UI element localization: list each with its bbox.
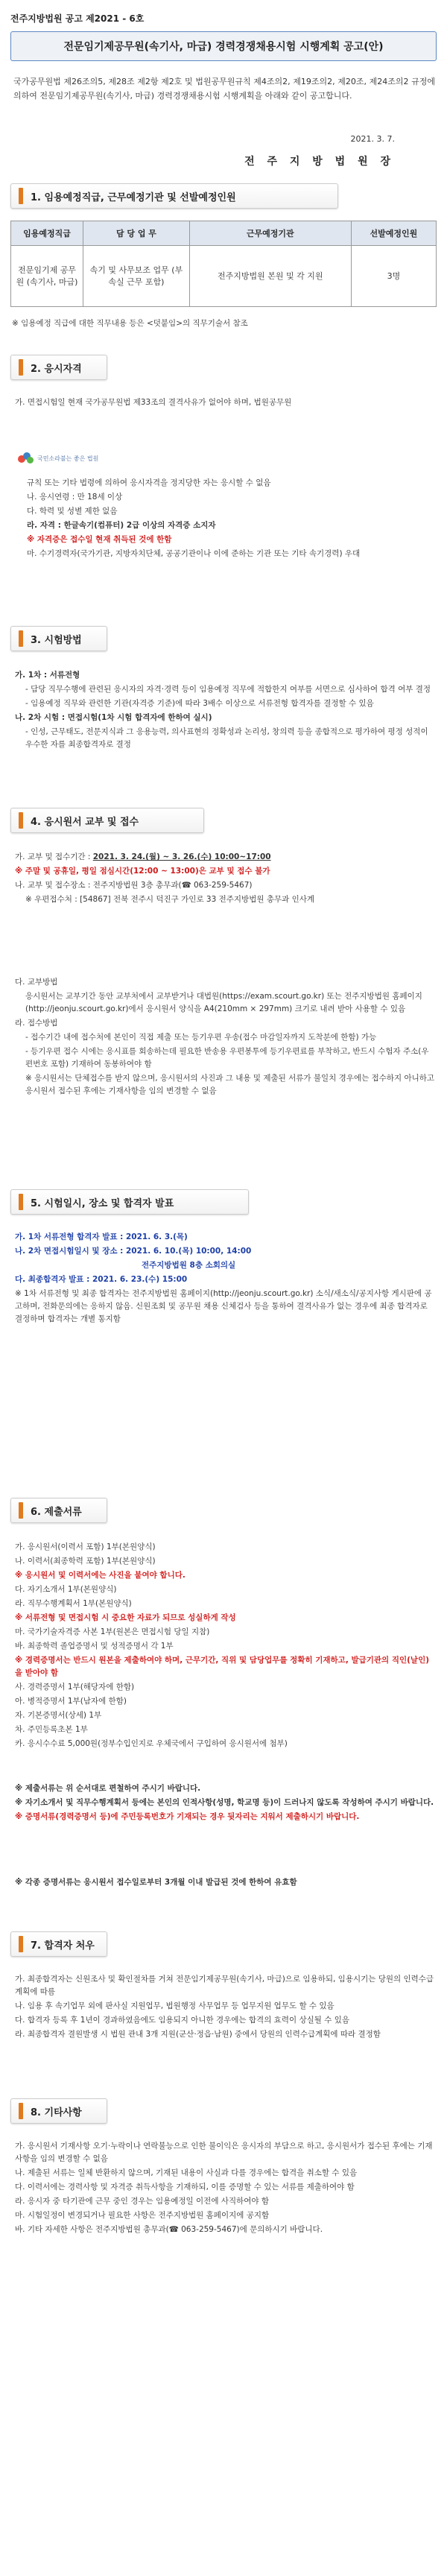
section-bar-icon — [19, 2103, 23, 2119]
section-title: 5. 시험일시, 장소 및 합격자 발표 — [31, 1197, 174, 1209]
s2-item-c: 나. 응시연령 : 만 18세 이상 — [27, 493, 123, 501]
list-item: 자. 기본증명서(상세) 1부 — [15, 1711, 102, 1720]
announcement-date: 2021. 3. 7. — [350, 134, 395, 144]
s5-item-d: ※ 1차 서류전형 및 최종 합격자는 전주지방법원 홈페이지(http://jeonju.scourt.go.kr) 소식/새소식/공지사항 게시판에 공고하며, 전화문의에는 응하지 않음. 신원조회 및 공무원 채용 신체검사 등을 통하여 결격사유가 없는 경우에 최종 합격자로 결정하며 합격자는 개별 통지함 — [15, 1289, 432, 1323]
list-item: ※ 경력증명서는 반드시 원본을 제출하여야 하며, 근무기간, 직위 및 담당업무를 정확히 기재하고, 발급기관의 직인(날인)을 받아야 함 — [15, 1656, 430, 1677]
section-heading-1 — [10, 183, 338, 209]
s5-item-a: 가. 1차 서류전형 합격자 발표 : 2021. 6. 3.(목) — [15, 1232, 188, 1241]
list-item: 라. 직무수행계획서 1부(본원양식) — [15, 1599, 132, 1608]
s8-items — [15, 2140, 435, 2238]
s5-item-c: 다. 최종합격자 발표 : 2021. 6. 23.(수) 15:00 — [15, 1275, 188, 1284]
s4-item-g: 라. 접수방법 — [15, 1019, 58, 1028]
s3-item-b: - 담당 직무수행에 관련된 응시자의 자격·경력 등이 임용예정 직무에 적합한지 여부를 서면으로 심사하여 합격 여부 결정 — [25, 685, 431, 694]
s5-item-b2: 전주지방법원 8층 소회의실 — [142, 1261, 236, 1270]
section-bar-icon — [19, 812, 23, 829]
s4-item-f: 응시원서는 교부기간 동안 교부처에서 교부받거나 대법원(https://exam.scourt.go.kr) 또는 전주지방법원 홈페이지(http://jeonju.scourt.go.kr)에서 응시원서 양식을 A4(210mm × 297mm) 크기로 내려 받아 사용할 수 있음 — [25, 992, 422, 1013]
section-title: 8. 기타사항 — [31, 2107, 82, 2118]
s5-item-b: 나. 2차 면접시험일시 및 장소 : 2021. 6. 10.(목) 10:00, 14:00 — [15, 1247, 252, 1256]
list-item: ※ 서류전형 및 면접시험 시 중요한 자료가 되므로 성실하게 작성 — [15, 1613, 236, 1622]
section-heading-4 — [10, 808, 204, 833]
table-cell: 전문임기제 공무원 (속기사, 마급) — [11, 246, 83, 307]
list-item: 나. 이력서(최종학력 포함) 1부(본원양식) — [15, 1557, 156, 1566]
list-item: 다. 합격자 등록 후 1년이 경과하였음에도 임용되지 아니한 경우에는 합격의 효력이 상실될 수 있음 — [15, 2016, 349, 2025]
list-item: 가. 응시원서 기재사항 오기·누락이나 연락불능으로 인한 불이익은 응시자의 부담으로 하고, 응시원서가 접수된 후에는 기재사항을 임의 변경할 수 없음 — [15, 2142, 433, 2163]
s2-item-a: 가. 면접시험일 현재 국가공무원법 제33조의 결격사유가 없어야 하며, 법원공무원 — [15, 398, 292, 407]
section-title: 2. 응시자격 — [31, 363, 82, 375]
section-heading-5 — [10, 1189, 249, 1215]
section-heading-7 — [10, 1931, 107, 1957]
s6-note-4: ※ 각종 증명서류는 응시원서 접수일로부터 3개월 이내 발급된 것에 한하여 유효함 — [15, 1878, 297, 1887]
list-item: 라. 최종합격자 결원발생 시 법원 관내 3개 지원(군산·정읍·남원) 중에서 당원의 인력수급계획에 따라 결정함 — [15, 2030, 381, 2039]
logo-text: 국민소라불는 좋은 법원 — [37, 455, 99, 462]
section-bar-icon — [19, 188, 23, 204]
s2-item-g: 마. 수기경력자(국가기관, 지방자치단체, 공공기관이나 이에 준하는 기관 또는 기타 속기경력) 우대 — [27, 549, 361, 558]
list-item: 바. 최종학력 졸업증명서 및 성적증명서 각 1부 — [15, 1642, 174, 1651]
table-header: 임용예정직급 — [11, 221, 83, 246]
s4-item-h: - 접수기간 내에 접수처에 본인이 직접 제출 또는 등기우편 우송(접수 마감일자까지 도착분에 한함) 가능 — [25, 1033, 377, 1042]
page-title: 전문임기제공무원(속기사, 마급) 경력경쟁채용시험 시행계획 공고(안) — [10, 31, 437, 61]
section-title: 7. 합격자 처우 — [31, 1940, 95, 1952]
table-cell: 속기 및 사무보조 업무 (부속실 근무 포함) — [83, 246, 190, 307]
section-heading-6 — [10, 1498, 107, 1523]
s6-notes — [15, 1782, 435, 1825]
s6-note-2: ※ 자기소개서 및 직무수행계획서 등에는 본인의 인적사항(성명, 학교명 등)이 드러나지 않도록 작성하여 주시기 바랍니다. — [15, 1798, 434, 1807]
s5-items — [15, 1231, 435, 1327]
table-cell: 3명 — [351, 246, 436, 307]
s7-items — [15, 1973, 435, 2042]
logo-icon — [18, 452, 34, 464]
table-header: 근무예정기관 — [189, 221, 351, 246]
s2-item-e: 라. 자격 : 한글속기(컴퓨터) 2급 이상의 자격증 소지자 — [27, 521, 216, 530]
list-item: 가. 응시원서(이력서 포함) 1부(본원양식) — [15, 1542, 156, 1551]
section-title: 3. 시험방법 — [31, 634, 82, 646]
list-item: 마. 국가기술자격증 사본 1부(원본은 면접시험 당일 지참) — [15, 1627, 210, 1636]
list-item: 아. 병적증명서 1부(남자에 한함) — [15, 1697, 127, 1706]
table-header: 담 당 업 무 — [83, 221, 190, 246]
s2-item-d: 다. 학력 및 성별 제한 없음 — [27, 507, 118, 516]
issuer-name: 전 주 지 방 법 원 장 — [244, 156, 395, 168]
s6-items — [15, 1541, 435, 1752]
s4-item-d: ※ 우편접수처 : [54867] 전북 전주시 덕진구 가인로 33 전주지방법원 총무과 인사계 — [25, 895, 315, 904]
list-item: 바. 기타 자세한 사항은 전주지방법원 총무과(☎ 063-259-5467)에 문의하시기 바랍니다. — [15, 2225, 323, 2234]
s4-item-b: ※ 주말 및 공휴일, 평일 점심시간(12:00 ~ 13:00)은 교부 및 접수 불가 — [15, 867, 270, 876]
s6-note-3: ※ 증명서류(경력증명서 등)에 주민등록번호가 기재되는 경우 뒷자리는 지워서 제출하시기 바랍니다. — [15, 1812, 360, 1821]
section-title: 1. 임용예정직급, 근무예정기관 및 선발예정인원 — [31, 192, 236, 203]
list-item: 나. 제출된 서류는 일체 반환하지 않으며, 기재된 내용이 사실과 다를 경우에는 합격을 취소할 수 있음 — [15, 2168, 358, 2177]
document-number: 전주지방법원 공고 제2021 - 6호 — [10, 13, 145, 24]
s2-item-b: 규칙 또는 기타 법령에 의하여 응시자격을 정지당한 자는 응시할 수 없음 — [27, 478, 271, 487]
section-bar-icon — [19, 359, 23, 376]
section-title: 4. 응시원서 교부 및 접수 — [31, 816, 139, 828]
s4-item-c: 나. 교부 및 접수장소 : 전주지방법원 3층 총무과(☎ 063-259-5467) — [15, 881, 253, 890]
list-item: 가. 최종합격자는 신원조사 및 확인절차를 거쳐 전문임기제공무원(속기사, 마급)으로 임용하되, 임용시기는 당원의 인력수급계획에 따름 — [15, 1975, 434, 1996]
s3-item-d: 나. 2차 시험 : 면접시험(1차 시험 합격자에 한하여 실시) — [15, 713, 212, 722]
table-header-row — [11, 221, 437, 246]
s6-note-1: ※ 제출서류는 위 순서대로 편철하여 주시기 바랍니다. — [15, 1784, 201, 1793]
s4-bottom — [15, 976, 435, 1099]
s2-item-f: ※ 자격증은 접수일 현재 취득된 것에 한함 — [27, 535, 172, 544]
list-item: 차. 주민등록초본 1부 — [15, 1725, 88, 1734]
recruitment-table — [10, 221, 437, 307]
table-header: 선발예정인원 — [351, 221, 436, 246]
section-bar-icon — [19, 630, 23, 647]
s3-item-a: 가. 1차 : 서류전형 — [15, 671, 80, 680]
section-bar-icon — [19, 1936, 23, 1952]
s4-item-a-value: 2021. 3. 24.(월) ~ 3. 26.(수) 10:00~17:00 — [92, 852, 271, 861]
section-bar-icon — [19, 1194, 23, 1210]
list-item: ※ 응시원서 및 이력서에는 사진을 붙여야 합니다. — [15, 1571, 186, 1580]
s4-top — [15, 851, 435, 908]
s2-items — [27, 477, 435, 562]
s4-item-i: - 등기우편 접수 시에는 응시표를 회송하는데 필요한 반송용 우편봉투에 등기우편료를 부착하고, 반드시 수험자 주소(우편번호 포함) 기재하여 동봉하여야 함 — [25, 1047, 429, 1069]
table-row — [11, 246, 437, 307]
s4-item-j: ※ 응시원서는 단체접수를 받지 않으며, 응시원서의 사진과 그 내용 및 제출된 서류가 불일치 경우에는 접수하지 아니하고 응시원서 접수된 후에는 기재사항을 임의 변경할 수 없음 — [25, 1074, 435, 1095]
table-cell: 전주지방법원 본원 및 각 지원 — [189, 246, 351, 307]
section-heading-2 — [10, 355, 107, 380]
s4-item-e: 다. 교부방법 — [15, 978, 58, 987]
list-item: 라. 응시자 중 타기관에 근무 중인 경우는 임용예정일 이전에 사직하여야 함 — [15, 2197, 270, 2206]
list-item: 다. 이력서에는 경력사항 및 자격증 취득사항을 기재하되, 이를 증명할 수 있는 서류를 제출하여야 함 — [15, 2183, 355, 2192]
table-note: ※ 임용예정 직급에 대한 직무내용 등은 <덧붙임>의 직무기술서 참조 — [12, 319, 248, 328]
court-logo — [18, 447, 152, 469]
list-item: 카. 응시수수료 5,000원(정부수입인지로 우체국에서 구입하여 응시원서에 첨부) — [15, 1739, 288, 1748]
s3-items — [15, 669, 435, 753]
section-bar-icon — [19, 1502, 23, 1519]
s3-item-c: - 임용예정 직무와 관련한 기관(자격증 기준)에 따라 3배수 이상으로 서류전형 합격자를 결정할 수 있음 — [25, 699, 374, 708]
section-heading-3 — [10, 626, 107, 651]
list-item: 다. 자기소개서 1부(본원양식) — [15, 1585, 117, 1594]
s4-item-a-label: 가. 교부 및 접수기간 : — [15, 852, 91, 861]
section-title: 6. 제출서류 — [31, 1506, 82, 1518]
list-item: 나. 임용 후 속기업무 외에 판사실 지원업무, 법원행정 사무업무 등 업무지원 업무도 할 수 있음 — [15, 2001, 335, 2010]
intro-paragraph: 국가공무원법 제26조의5, 제28조 제2항 제2호 및 법원공무원규칙 제4조의2, 제19조의2, 제20조, 제24조의2 규정에 의하여 전문임기제공무원(속기사, 마급) 경력경쟁채용시험 시행계획을 아래와 같이 공고합니다. — [13, 77, 435, 101]
list-item: 마. 시험일정이 변경되거나 필요한 사항은 전주지방법원 홈페이지에 공지함 — [15, 2211, 270, 2220]
s3-item-e: - 인성, 근무태도, 전문지식과 그 응용능력, 의사표현의 정확성과 논리성, 창의력 등을 종합적으로 평가하여 평정 성적이 우수한 자를 최종합격자로 결정 — [25, 727, 428, 749]
section-heading-8 — [10, 2098, 107, 2124]
list-item: 사. 경력증명서 1부(해당자에 한함) — [15, 1683, 135, 1692]
